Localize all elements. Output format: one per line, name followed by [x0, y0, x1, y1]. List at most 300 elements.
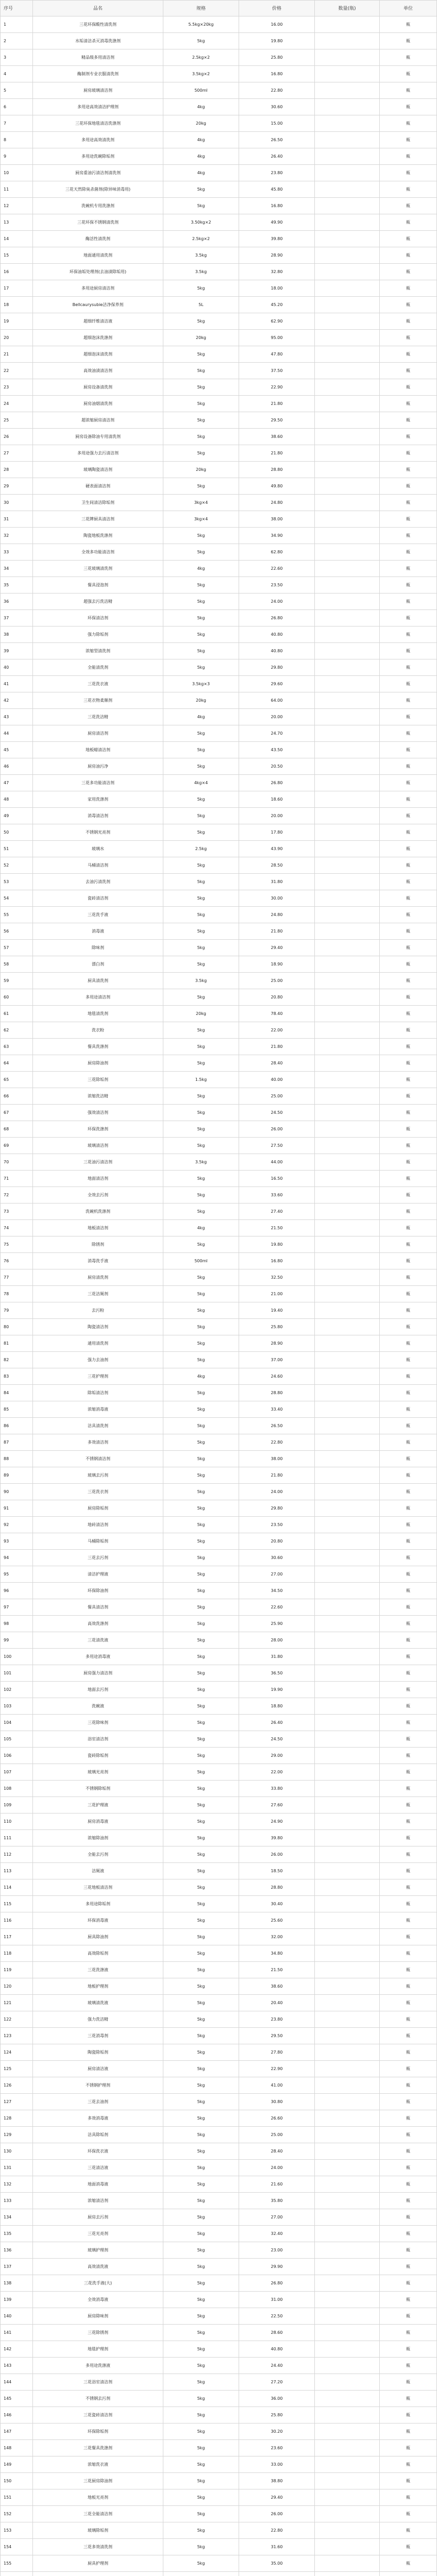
cell-index: 52: [0, 857, 33, 873]
cell-price: 28.00: [239, 1632, 315, 1648]
cell-unit: 瓶: [380, 973, 437, 989]
cell-spec: 5kg: [163, 1039, 239, 1055]
cell-unit: 瓶: [380, 742, 437, 758]
cell-price: 40.80: [239, 2341, 315, 2357]
cell-index: 128: [0, 2110, 33, 2126]
cell-price: 21.50: [239, 1220, 315, 1236]
table-row: [0, 2011, 437, 2028]
cell-price: 28.90: [239, 1335, 315, 1351]
table-row: [0, 1764, 437, 1781]
cell-price: 23.80: [239, 2011, 315, 2027]
table-row: [0, 890, 437, 907]
cell-unit: 瓶: [380, 214, 437, 230]
cell-index: 124: [0, 2044, 33, 2060]
cell-name: 高效油渍清洁剂: [33, 363, 163, 379]
cell-spec: 20kg: [163, 692, 239, 708]
table-row: [0, 2473, 437, 2489]
cell-price: 32.50: [239, 1269, 315, 1285]
cell-index: 30: [0, 495, 33, 511]
cell-index: 10: [0, 165, 33, 181]
table-row: [0, 824, 437, 841]
cell-name: 三花多功能清洁剂: [33, 775, 163, 791]
cell-qty: [315, 1632, 380, 1648]
cell-unit: 瓶: [380, 709, 437, 725]
header-qty: 数量(瓶): [315, 1, 380, 16]
cell-price: [239, 2572, 315, 2576]
cell-index: 94: [0, 1550, 33, 1566]
cell-index: 143: [0, 2358, 33, 2374]
cell-qty: [315, 2077, 380, 2093]
cell-unit: 瓶: [380, 495, 437, 511]
cell-price: 25.00: [239, 2127, 315, 2143]
cell-price: 23.60: [239, 2440, 315, 2456]
table-row: [0, 1039, 437, 1055]
cell-qty: [315, 1088, 380, 1104]
cell-qty: [315, 643, 380, 659]
cell-spec: 5kg: [163, 1187, 239, 1203]
cell-price: 30.00: [239, 890, 315, 906]
cell-unit: 瓶: [380, 1418, 437, 1434]
cell-unit: 瓶: [380, 1220, 437, 1236]
cell-name: 环保洗衣液: [33, 2143, 163, 2159]
cell-spec: 5kg: [163, 2473, 239, 2489]
cell-qty: [315, 1797, 380, 1813]
table-row: [0, 16, 437, 33]
cell-name: 三花餐具洗涤剂: [33, 2440, 163, 2456]
cell-qty: [315, 528, 380, 544]
table-row: [0, 1978, 437, 1995]
table-row: [0, 676, 437, 692]
table-row: [0, 742, 437, 758]
cell-unit: 瓶: [380, 280, 437, 296]
cell-qty: [315, 1138, 380, 1154]
table-row: [0, 2176, 437, 2193]
cell-spec: 5kg: [163, 1401, 239, 1417]
cell-qty: [315, 2242, 380, 2258]
cell-price: 26.80: [239, 2275, 315, 2291]
cell-unit: 瓶: [380, 1368, 437, 1384]
cell-index: 23: [0, 379, 33, 395]
table-row: [0, 1434, 437, 1451]
cell-price: 27.40: [239, 1204, 315, 1219]
cell-name: 三花去污剂: [33, 1550, 163, 1566]
cell-name: 消毒液: [33, 923, 163, 939]
cell-unit: 瓶: [380, 2094, 437, 2110]
cell-name: 全效去污剂: [33, 1187, 163, 1203]
cell-name: 三花光亮剂: [33, 2226, 163, 2242]
cell-spec: 5kg: [163, 1138, 239, 1154]
cell-unit: 瓶: [380, 791, 437, 807]
table-row: [0, 445, 437, 462]
cell-price: 24.80: [239, 907, 315, 923]
cell-index: 147: [0, 2424, 33, 2439]
cell-spec: 5kg: [163, 758, 239, 774]
cell-index: 14: [0, 231, 33, 247]
cell-qty: [315, 2259, 380, 2275]
cell-name: 洗碗机洗涤剂: [33, 1204, 163, 1219]
cell-index: 69: [0, 1138, 33, 1154]
cell-unit: 瓶: [380, 2061, 437, 2077]
cell-name: 浓缩消毒液: [33, 1401, 163, 1417]
cell-index: 151: [0, 2489, 33, 2505]
cell-name: 洁厕液: [33, 1863, 163, 1879]
cell-unit: 瓶: [380, 594, 437, 609]
cell-unit: 瓶: [380, 1698, 437, 1714]
cell-unit: 瓶: [380, 2011, 437, 2027]
cell-unit: 瓶: [380, 1500, 437, 1516]
table-row: [0, 1731, 437, 1748]
cell-name: 超浓缩厨房清洁剂: [33, 412, 163, 428]
header-unit: 单位: [380, 1, 437, 16]
cell-price: 24.00: [239, 594, 315, 609]
table-row: [0, 923, 437, 940]
table-row: [0, 1995, 437, 2011]
cell-unit: 瓶: [380, 1467, 437, 1483]
cell-spec: 5kg: [163, 1055, 239, 1071]
cell-index: 4: [0, 66, 33, 82]
cell-name: 全效消毒液: [33, 2292, 163, 2308]
cell-unit: 瓶: [380, 165, 437, 181]
table-row: [0, 1368, 437, 1385]
cell-unit: 瓶: [380, 2374, 437, 2390]
cell-spec: 4kg: [163, 148, 239, 164]
cell-name: 三花浴室清洁剂: [33, 2374, 163, 2390]
cell-price: 37.50: [239, 363, 315, 379]
cell-unit: 瓶: [380, 198, 437, 214]
cell-price: 16.80: [239, 198, 315, 214]
cell-price: 24.00: [239, 2160, 315, 2176]
cell-index: [0, 2572, 33, 2576]
cell-spec: 5kg: [163, 346, 239, 362]
table-row: [0, 692, 437, 709]
cell-name: 餐具浸泡剂: [33, 577, 163, 593]
cell-qty: [315, 1220, 380, 1236]
cell-index: 47: [0, 775, 33, 791]
cell-unit: 瓶: [380, 1088, 437, 1104]
cell-qty: [315, 2094, 380, 2110]
table-row: [0, 1385, 437, 1401]
table-row: [0, 1467, 437, 1484]
cell-spec: 5kg: [163, 742, 239, 758]
cell-spec: 5kg: [163, 2259, 239, 2275]
cell-qty: [315, 659, 380, 675]
cell-spec: 5kg: [163, 1962, 239, 1978]
cell-price: 23.50: [239, 577, 315, 593]
cell-price: 38.00: [239, 1451, 315, 1467]
cell-spec: 5kg: [163, 528, 239, 544]
table-row: [0, 1451, 437, 1467]
cell-name: 环保洗涤剂: [33, 1121, 163, 1137]
cell-spec: 5kg: [163, 594, 239, 609]
cell-index: 114: [0, 1879, 33, 1895]
cell-name: 玻璃去污剂: [33, 1467, 163, 1483]
cell-qty: [315, 99, 380, 115]
table-row: [0, 429, 437, 445]
table-row: [0, 791, 437, 808]
table-row: [0, 1401, 437, 1418]
cell-spec: 5kg: [163, 1583, 239, 1599]
cell-index: 1: [0, 16, 33, 32]
cell-spec: 5kg: [163, 1533, 239, 1549]
cell-index: 80: [0, 1319, 33, 1335]
cell-spec: 5kg: [163, 181, 239, 197]
cell-name: 卫生间清洁除垢剂: [33, 495, 163, 511]
cell-index: 21: [0, 346, 33, 362]
cell-index: 25: [0, 412, 33, 428]
cell-index: 139: [0, 2292, 33, 2308]
cell-index: 89: [0, 1467, 33, 1483]
cell-unit: 瓶: [380, 511, 437, 527]
cell-unit: 瓶: [380, 725, 437, 741]
cell-price: 34.90: [239, 528, 315, 544]
cell-unit: 瓶: [380, 544, 437, 560]
cell-index: 40: [0, 659, 33, 675]
cell-name: 三花天然除臭杀菌剂(除异味消毒用): [33, 181, 163, 197]
cell-qty: [315, 313, 380, 329]
cell-name: 多用途洗涤液: [33, 2358, 163, 2374]
cell-spec: 5kg: [163, 577, 239, 593]
cell-qty: [315, 1171, 380, 1187]
cell-price: 28.90: [239, 247, 315, 263]
cell-unit: 瓶: [380, 2473, 437, 2489]
cell-index: 61: [0, 1006, 33, 1022]
cell-name: 三花清洗液: [33, 1632, 163, 1648]
cell-spec: 5kg: [163, 2555, 239, 2571]
cell-name: 强力去油剂: [33, 1352, 163, 1368]
cell-unit: 瓶: [380, 659, 437, 675]
cell-qty: [315, 462, 380, 478]
cell-price: 19.90: [239, 1682, 315, 1698]
cell-unit: 瓶: [380, 1599, 437, 1615]
cell-unit: 瓶: [380, 989, 437, 1005]
cell-unit: 瓶: [380, 1517, 437, 1533]
cell-index: 43: [0, 709, 33, 725]
cell-price: 29.40: [239, 2489, 315, 2505]
cell-qty: [315, 115, 380, 131]
cell-name: 三花环保酸性清洗剂: [33, 16, 163, 32]
cell-spec: 5kg: [163, 643, 239, 659]
cell-unit: 瓶: [380, 2275, 437, 2291]
cell-index: 54: [0, 890, 33, 906]
cell-name: 厨房油烟清洗剂: [33, 396, 163, 412]
table-row: [0, 2522, 437, 2539]
table-row: [0, 1335, 437, 1352]
cell-index: 45: [0, 742, 33, 758]
cell-name: [33, 2572, 163, 2576]
table-row: [0, 1962, 437, 1978]
cell-spec: 5kg: [163, 1830, 239, 1846]
cell-price: 27.20: [239, 2374, 315, 2390]
cell-qty: [315, 1055, 380, 1071]
cell-index: 38: [0, 626, 33, 642]
cell-price: 19.40: [239, 1302, 315, 1318]
cell-spec: 5kg: [163, 1269, 239, 1285]
cell-index: 145: [0, 2391, 33, 2406]
cell-price: 24.00: [239, 1484, 315, 1500]
cell-qty: [315, 874, 380, 890]
table-row: [0, 1665, 437, 1682]
cell-qty: [315, 2308, 380, 2324]
cell-unit: 瓶: [380, 956, 437, 972]
cell-spec: 4kg: [163, 99, 239, 115]
cell-spec: 5kg: [163, 1863, 239, 1879]
cell-index: 108: [0, 1781, 33, 1797]
cell-index: 51: [0, 841, 33, 857]
cell-index: 19: [0, 313, 33, 329]
cell-qty: [315, 478, 380, 494]
cell-spec: 20kg: [163, 115, 239, 131]
cell-spec: 5kg: [163, 874, 239, 890]
cell-spec: 20kg: [163, 330, 239, 346]
cell-index: 24: [0, 396, 33, 412]
cell-index: 113: [0, 1863, 33, 1879]
cell-qty: [315, 264, 380, 280]
cell-spec: 5kg: [163, 2226, 239, 2242]
cell-name: 去污粉: [33, 1302, 163, 1318]
cell-spec: 5kg: [163, 2160, 239, 2176]
cell-name: 三花除垢剂: [33, 1072, 163, 1088]
cell-unit: 瓶: [380, 1302, 437, 1318]
cell-qty: [315, 1945, 380, 1961]
cell-unit: 瓶: [380, 1236, 437, 1252]
cell-unit: 瓶: [380, 1121, 437, 1137]
table-row: [0, 643, 437, 659]
cell-qty: [315, 2028, 380, 2044]
cell-name: 酶制剂专业衣服清洗剂: [33, 66, 163, 82]
cell-unit: 瓶: [380, 2127, 437, 2143]
cell-spec: 5kg: [163, 313, 239, 329]
cell-qty: [315, 1451, 380, 1467]
cell-spec: 5kg: [163, 2506, 239, 2522]
cell-index: 87: [0, 1434, 33, 1450]
cell-spec: 5kg: [163, 2391, 239, 2406]
table-row: [0, 1863, 437, 1879]
cell-qty: [315, 544, 380, 560]
cell-index: 53: [0, 874, 33, 890]
cell-price: 38.60: [239, 429, 315, 445]
cell-price: 33.00: [239, 2456, 315, 2472]
cell-unit: 瓶: [380, 1533, 437, 1549]
table-row: [0, 1088, 437, 1105]
cell-index: 78: [0, 1286, 33, 1302]
cell-name: 厨房除味剂: [33, 2308, 163, 2324]
cell-spec: 5kg: [163, 1912, 239, 1928]
header-name: 品名: [33, 1, 163, 16]
cell-price: 31.80: [239, 874, 315, 890]
table-row: [0, 1797, 437, 1814]
cell-unit: 瓶: [380, 1319, 437, 1335]
cell-spec: 5kg: [163, 1319, 239, 1335]
table-row: [0, 264, 437, 280]
cell-name: 高效除垢剂: [33, 1945, 163, 1961]
table-row: [0, 709, 437, 725]
cell-unit: 瓶: [380, 643, 437, 659]
cell-spec: 5kg: [163, 1022, 239, 1038]
cell-unit: 瓶: [380, 758, 437, 774]
cell-index: 27: [0, 445, 33, 461]
cell-qty: [315, 561, 380, 577]
cell-name: 三花环保不锈钢清洗剂: [33, 214, 163, 230]
cell-qty: [315, 2275, 380, 2291]
cell-name: 地面消毒液: [33, 2176, 163, 2192]
cell-name: 厨具除油剂: [33, 1929, 163, 1945]
table-row: [0, 2127, 437, 2143]
cell-unit: 瓶: [380, 1385, 437, 1401]
table-row: [0, 2391, 437, 2407]
cell-price: 26.50: [239, 132, 315, 148]
cell-price: 23.50: [239, 1517, 315, 1533]
cell-spec: 5kg: [163, 2011, 239, 2027]
cell-price: 39.80: [239, 1830, 315, 1846]
cell-index: 123: [0, 2028, 33, 2044]
table-row: [0, 758, 437, 775]
cell-index: 75: [0, 1236, 33, 1252]
table-row: [0, 940, 437, 956]
cell-index: 101: [0, 1665, 33, 1681]
cell-price: 33.40: [239, 1401, 315, 1417]
cell-qty: [315, 1781, 380, 1797]
cell-spec: 5kg: [163, 2193, 239, 2209]
cell-spec: 5kg: [163, 412, 239, 428]
cell-name: 陶瓷除垢剂: [33, 2044, 163, 2060]
cell-spec: 5kg: [163, 2110, 239, 2126]
cell-price: 16.80: [239, 66, 315, 82]
cell-spec: 3.5kg: [163, 973, 239, 989]
cell-spec: 5kg: [163, 363, 239, 379]
cell-spec: 4kg: [163, 1220, 239, 1236]
cell-unit: 瓶: [380, 1616, 437, 1632]
cell-spec: 5kg: [163, 808, 239, 824]
cell-unit: 瓶: [380, 2440, 437, 2456]
cell-price: 19.80: [239, 1236, 315, 1252]
cell-unit: 瓶: [380, 1649, 437, 1665]
cell-unit: 瓶: [380, 1286, 437, 1302]
cell-spec: 5kg: [163, 610, 239, 626]
cell-name: 地面清洁剂: [33, 1171, 163, 1187]
cell-spec: 5kg: [163, 923, 239, 939]
cell-price: 29.80: [239, 1500, 315, 1516]
cell-spec: 5kg: [163, 1484, 239, 1500]
cell-name: 三花环保地毯清洁洗涤剂: [33, 115, 163, 131]
cell-price: 49.90: [239, 214, 315, 230]
cell-unit: 瓶: [380, 1814, 437, 1829]
cell-price: 22.00: [239, 1764, 315, 1780]
cell-name: 多效消毒液: [33, 2110, 163, 2126]
table-row: [0, 1072, 437, 1088]
cell-name: 玻璃护理剂: [33, 2242, 163, 2258]
table-row: [0, 594, 437, 610]
table-row: [0, 2506, 437, 2522]
cell-name: 强力除垢剂: [33, 626, 163, 642]
cell-price: 30.60: [239, 99, 315, 115]
cell-unit: 瓶: [380, 2456, 437, 2472]
cell-index: 3: [0, 49, 33, 65]
cell-name: 三花玻璃清洗剂: [33, 561, 163, 577]
table-row: [0, 1616, 437, 1632]
table-row: [0, 2193, 437, 2209]
cell-spec: 5kg: [163, 1945, 239, 1961]
table-row: [0, 1682, 437, 1698]
cell-index: 111: [0, 1830, 33, 1846]
cell-unit: 瓶: [380, 16, 437, 32]
table-row: [0, 1896, 437, 1912]
cell-price: 26.60: [239, 2110, 315, 2126]
cell-unit: 瓶: [380, 2209, 437, 2225]
cell-index: 98: [0, 1616, 33, 1632]
cell-spec: 3.5kg: [163, 264, 239, 280]
table-row: [0, 412, 437, 429]
cell-index: 74: [0, 1220, 33, 1236]
